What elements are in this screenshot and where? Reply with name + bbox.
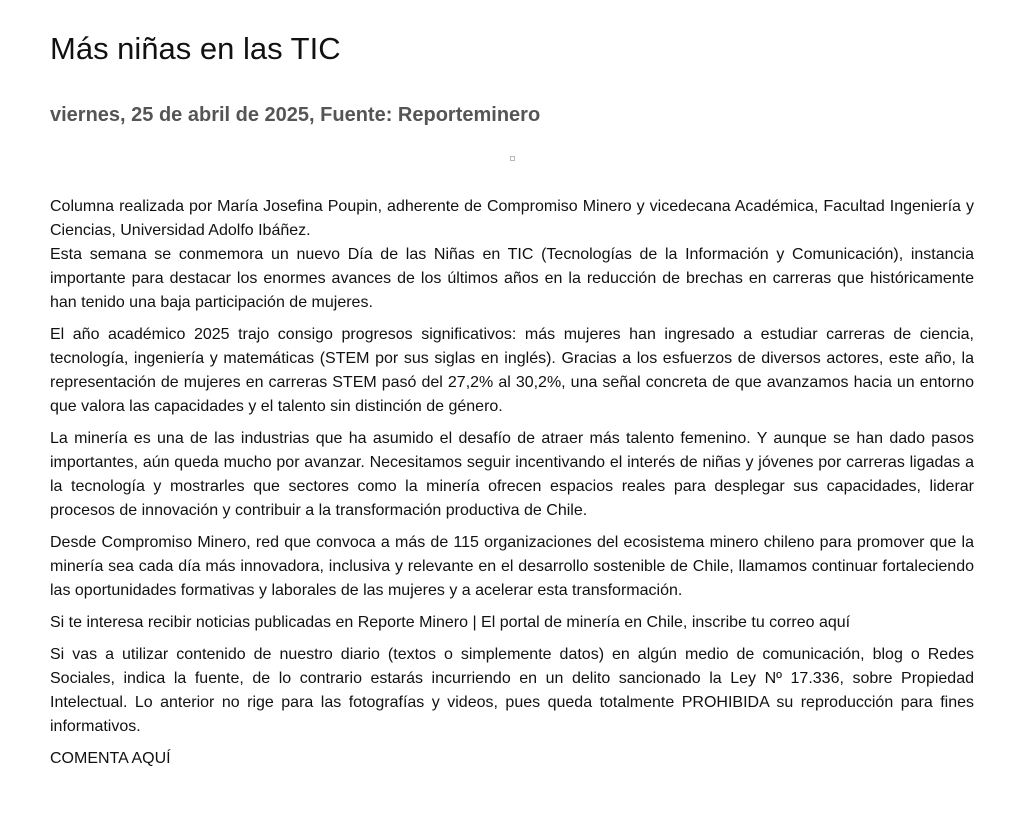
- copyright-notice: Si vas a utilizar contenido de nuestro diario (textos o simplemente datos) en algún medio de comunicación, blog o Redes Sociales, indica la fuente, de lo contrario estarás incurriendo en un delito sancionado la Ley Nº 17.336, sobre Propiedad Intelectual. Lo anterior no rige para las fotografías y videos, pues queda totalmente PROHIBIDA su reproducción para fines informativos.: [50, 646, 974, 735]
- paragraph: La minería es una de las industrias que ha asumido el desafío de atraer más talento femenino. Y aunque se han dado pasos importantes, aún queda mucho por avanzar. Necesitamos seguir incentivando el interés de niñas y jóvenes por carreras ligadas a la tecnología y mostrarles que sectores como la minería ofrecen espacios reales para desplegar sus capacidades, liderar procesos de innovación y contribuir a la transformación productiva de Chile.: [50, 430, 974, 519]
- newsletter-signup-link[interactable]: aquí: [818, 614, 851, 631]
- broken-image-icon: [510, 156, 515, 161]
- article-body: [50, 195, 974, 771]
- newsletter-text: Si te interesa recibir noticias publicadas en Reporte Minero | El portal de minería en Chile, inscribe tu correo: [50, 614, 819, 631]
- paragraph: Columna realizada por María Josefina Poupin, adherente de Compromiso Minero y vicedecana Académica, Facultad Ingeniería y Ciencias, Universidad Adolfo Ibáñez.: [50, 198, 974, 239]
- article-meta: viernes, 25 de abril de 2025, Fuente: Reporteminero: [50, 104, 541, 126]
- page-title: Más niñas en las TIC: [50, 31, 341, 66]
- comment-link[interactable]: COMENTA AQUÍ: [50, 750, 171, 767]
- paragraph: Esta semana se conmemora un nuevo Día de las Niñas en TIC (Tecnologías de la Información y Comunicación), instancia importante para destacar los enormes avances de los últimos años en la reducción de brechas en carreras que históricamente han tenido una baja participación de mujeres.: [50, 246, 974, 311]
- paragraph: El año académico 2025 trajo consigo progresos significativos: más mujeres han ingresado a estudiar carreras de ciencia, tecnología, ingeniería y matemáticas (STEM por sus siglas en inglés). Gracias a los esfuerzos de diversos actores, este año, la representación de mujeres en carreras STEM pasó del 27,2% al 30,2%, una señal concreta de que avanzamos hacia un entorno que valora las capacidades y el talento sin distinción de género.: [50, 326, 974, 415]
- newsletter-paragraph: [50, 611, 974, 635]
- paragraph: Desde Compromiso Minero, red que convoca a más de 115 organizaciones del ecosistema minero chileno para promover que la minería sea cada día más innovadora, inclusiva y relevante en el desarrollo sostenible de Chile, llamamos continuar fortaleciendo las oportunidades formativas y laborales de las mujeres y a acelerar esta transformación.: [50, 534, 974, 599]
